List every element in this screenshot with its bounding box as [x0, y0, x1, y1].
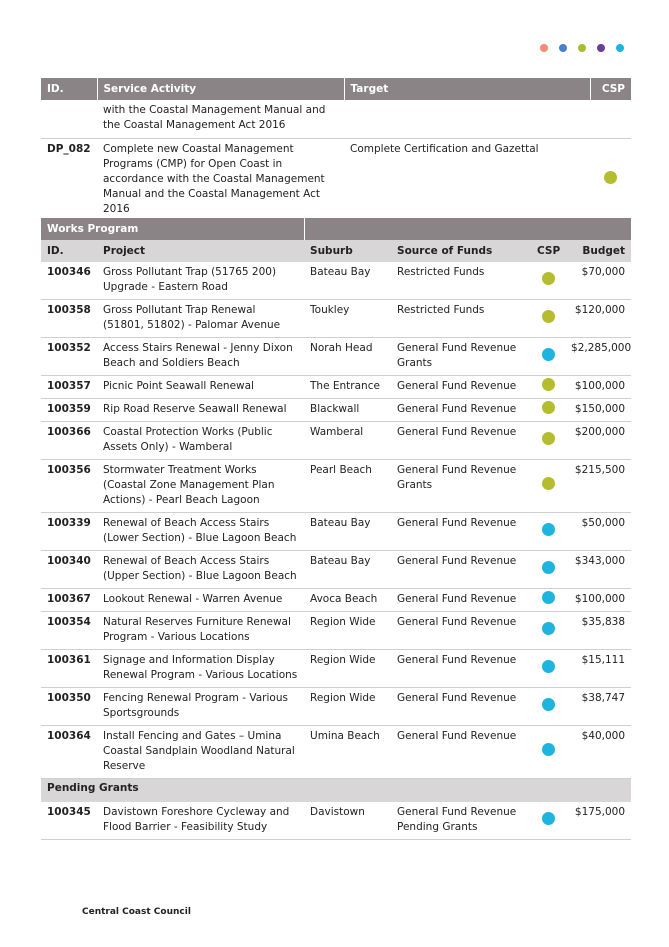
cell-project: Install Fencing and Gates – Umina Coastal Sandplain Woodland Natural Reserve	[97, 726, 304, 779]
csp-indicator-icon	[542, 698, 555, 711]
cell-project: Coastal Protection Works (Public Assets Only) - Wamberal	[97, 422, 304, 460]
decor-dot-icon	[616, 44, 624, 52]
cell-csp	[531, 460, 565, 513]
cell-csp	[531, 376, 565, 399]
csp-indicator-icon	[604, 171, 617, 184]
cell-source: General Fund Revenue Grants	[391, 338, 531, 376]
cell-budget: $215,500	[565, 460, 631, 513]
table-row	[41, 688, 631, 726]
cell-source: General Fund Revenue	[391, 726, 531, 779]
works-program-header-row	[41, 240, 631, 262]
cell-activity: with the Coastal Management Manual and the Coastal Management Act 2016	[97, 100, 344, 139]
works-program-table	[41, 218, 631, 840]
cell-source: General Fund Revenue	[391, 612, 531, 650]
cell-budget: $150,000	[565, 399, 631, 422]
cell-csp	[590, 100, 631, 139]
cell-source: General Fund Revenue	[391, 376, 531, 399]
cell-suburb: Bateau Bay	[304, 262, 391, 300]
pending-grants-row	[41, 779, 631, 803]
cell-suburb: Region Wide	[304, 688, 391, 726]
cell-source: General Fund Revenue	[391, 513, 531, 551]
csp-indicator-icon	[542, 477, 555, 490]
cell-target	[344, 100, 590, 139]
cell-project: Davistown Foreshore Cycleway and Flood Barrier - Feasibility Study	[97, 802, 304, 840]
col-activity-header: Service Activity	[97, 78, 344, 100]
csp-indicator-icon	[542, 310, 555, 323]
csp-indicator-icon	[542, 523, 555, 536]
cell-project: Picnic Point Seawall Renewal	[97, 376, 304, 399]
cell-project: Stormwater Treatment Works (Coastal Zone Management Plan Actions) - Pearl Beach Lagoon	[97, 460, 304, 513]
cell-id: 100345	[41, 802, 97, 840]
table-row	[41, 376, 631, 399]
cell-id: 100350	[41, 688, 97, 726]
csp-indicator-icon	[542, 272, 555, 285]
table-row	[41, 100, 631, 139]
cell-csp	[531, 589, 565, 612]
cell-id: 100340	[41, 551, 97, 589]
cell-source: General Fund Revenue	[391, 589, 531, 612]
table-row	[41, 612, 631, 650]
col-target-header: Target	[344, 78, 590, 100]
decor-dot-icon	[540, 44, 548, 52]
cell-source: General Fund Revenue	[391, 399, 531, 422]
table-row	[41, 513, 631, 551]
cell-csp	[531, 300, 565, 338]
cell-suburb: Region Wide	[304, 650, 391, 688]
cell-suburb: Norah Head	[304, 338, 391, 376]
csp-indicator-icon	[542, 401, 555, 414]
cell-id: 100356	[41, 460, 97, 513]
cell-csp	[531, 802, 565, 840]
cell-suburb: Avoca Beach	[304, 589, 391, 612]
cell-id: 100357	[41, 376, 97, 399]
csp-indicator-icon	[542, 660, 555, 673]
cell-project: Gross Pollutant Trap (51765 200) Upgrade - Eastern Road	[97, 262, 304, 300]
cell-project: Fencing Renewal Program - Various Sportsgrounds	[97, 688, 304, 726]
cell-budget: $40,000	[565, 726, 631, 779]
cell-budget: $120,000	[565, 300, 631, 338]
cell-project: Natural Reserves Furniture Renewal Program - Various Locations	[97, 612, 304, 650]
cell-project: Signage and Information Display Renewal Program - Various Locations	[97, 650, 304, 688]
cell-source: Restricted Funds	[391, 262, 531, 300]
cell-project: Access Stairs Renewal - Jenny Dixon Beach and Soldiers Beach	[97, 338, 304, 376]
cell-suburb: Toukley	[304, 300, 391, 338]
col-project-header: Project	[97, 240, 304, 262]
cell-id: 100367	[41, 589, 97, 612]
cell-id: 100354	[41, 612, 97, 650]
table-row	[41, 589, 631, 612]
cell-source: General Fund Revenue	[391, 688, 531, 726]
cell-csp	[531, 399, 565, 422]
col-suburb-header: Suburb	[304, 240, 391, 262]
csp-indicator-icon	[542, 348, 555, 361]
cell-budget: $100,000	[565, 589, 631, 612]
csp-indicator-icon	[542, 561, 555, 574]
service-activity-header-row	[41, 78, 631, 100]
csp-indicator-icon	[542, 622, 555, 635]
cell-csp	[531, 688, 565, 726]
cell-id: 100361	[41, 650, 97, 688]
cell-suburb: The Entrance	[304, 376, 391, 399]
table-row	[41, 399, 631, 422]
cell-csp	[531, 262, 565, 300]
cell-budget: $38,747	[565, 688, 631, 726]
cell-budget: $200,000	[565, 422, 631, 460]
csp-indicator-icon	[542, 743, 555, 756]
cell-csp	[590, 139, 631, 223]
cell-source: General Fund Revenue	[391, 422, 531, 460]
cell-csp	[531, 513, 565, 551]
csp-indicator-icon	[542, 378, 555, 391]
cell-id: 100358	[41, 300, 97, 338]
cell-project: Rip Road Reserve Seawall Renewal	[97, 399, 304, 422]
cell-csp	[531, 422, 565, 460]
table-row	[41, 139, 631, 223]
csp-indicator-icon	[542, 812, 555, 825]
col-csp-header: CSP	[531, 240, 565, 262]
cell-project: Renewal of Beach Access Stairs (Upper Section) - Blue Lagoon Beach	[97, 551, 304, 589]
cell-suburb: Region Wide	[304, 612, 391, 650]
cell-budget: $35,838	[565, 612, 631, 650]
service-activity-table	[41, 78, 631, 223]
table-row	[41, 460, 631, 513]
col-id-header: ID.	[41, 240, 97, 262]
decor-dot-icon	[559, 44, 567, 52]
cell-source: General Fund Revenue	[391, 650, 531, 688]
cell-source: General Fund Revenue	[391, 551, 531, 589]
cell-id: 100364	[41, 726, 97, 779]
cell-suburb: Wamberal	[304, 422, 391, 460]
cell-id: 100339	[41, 513, 97, 551]
csp-indicator-icon	[542, 591, 555, 604]
decor-dot-icon	[597, 44, 605, 52]
cell-csp	[531, 338, 565, 376]
cell-id	[41, 100, 97, 139]
col-id-header: ID.	[41, 78, 97, 100]
cell-budget: $50,000	[565, 513, 631, 551]
cell-suburb: Umina Beach	[304, 726, 391, 779]
cell-target: Complete Certification and Gazettal	[344, 139, 590, 223]
cell-id: 100352	[41, 338, 97, 376]
cell-source: General Fund Revenue Grants	[391, 460, 531, 513]
table-row	[41, 802, 631, 840]
cell-budget: $100,000	[565, 376, 631, 399]
col-csp-header: CSP	[590, 78, 631, 100]
table-row	[41, 262, 631, 300]
works-program-title-row	[41, 218, 631, 240]
cell-csp	[531, 726, 565, 779]
cell-budget: $15,111	[565, 650, 631, 688]
cell-id: 100346	[41, 262, 97, 300]
cell-csp	[531, 612, 565, 650]
table-row	[41, 726, 631, 779]
csp-indicator-icon	[542, 432, 555, 445]
cell-activity: Complete new Coastal Management Programs (CMP) for Open Coast in accordance with the Coastal Management Manual and the Coastal Management Act 2016	[97, 139, 344, 223]
cell-source: Restricted Funds	[391, 300, 531, 338]
cell-id: 100366	[41, 422, 97, 460]
col-budget-header: Budget	[565, 240, 631, 262]
cell-suburb: Bateau Bay	[304, 513, 391, 551]
cell-budget: $343,000	[565, 551, 631, 589]
pending-grants-title: Pending Grants	[41, 779, 631, 803]
cell-project: Renewal of Beach Access Stairs (Lower Section) - Blue Lagoon Beach	[97, 513, 304, 551]
decorative-dots	[540, 44, 635, 52]
col-source-header: Source of Funds	[391, 240, 531, 262]
cell-project: Gross Pollutant Trap Renewal (51801, 51802) - Palomar Avenue	[97, 300, 304, 338]
table-row	[41, 422, 631, 460]
table-row	[41, 551, 631, 589]
works-program-title: Works Program	[41, 218, 304, 240]
cell-csp	[531, 551, 565, 589]
cell-suburb: Bateau Bay	[304, 551, 391, 589]
footer-org-name: Central Coast Council	[82, 907, 191, 917]
cell-id: 100359	[41, 399, 97, 422]
table-row	[41, 300, 631, 338]
cell-budget: $175,000	[565, 802, 631, 840]
cell-budget: $70,000	[565, 262, 631, 300]
decor-dot-icon	[578, 44, 586, 52]
table-row	[41, 338, 631, 376]
cell-id: DP_082	[41, 139, 97, 223]
cell-project: Lookout Renewal - Warren Avenue	[97, 589, 304, 612]
cell-suburb: Pearl Beach	[304, 460, 391, 513]
cell-suburb: Blackwall	[304, 399, 391, 422]
cell-source: General Fund Revenue Pending Grants	[391, 802, 531, 840]
cell-csp	[531, 650, 565, 688]
cell-suburb: Davistown	[304, 802, 391, 840]
table-row	[41, 650, 631, 688]
cell-budget: $2,285,000	[565, 338, 631, 376]
works-program-title-filler	[304, 218, 631, 240]
